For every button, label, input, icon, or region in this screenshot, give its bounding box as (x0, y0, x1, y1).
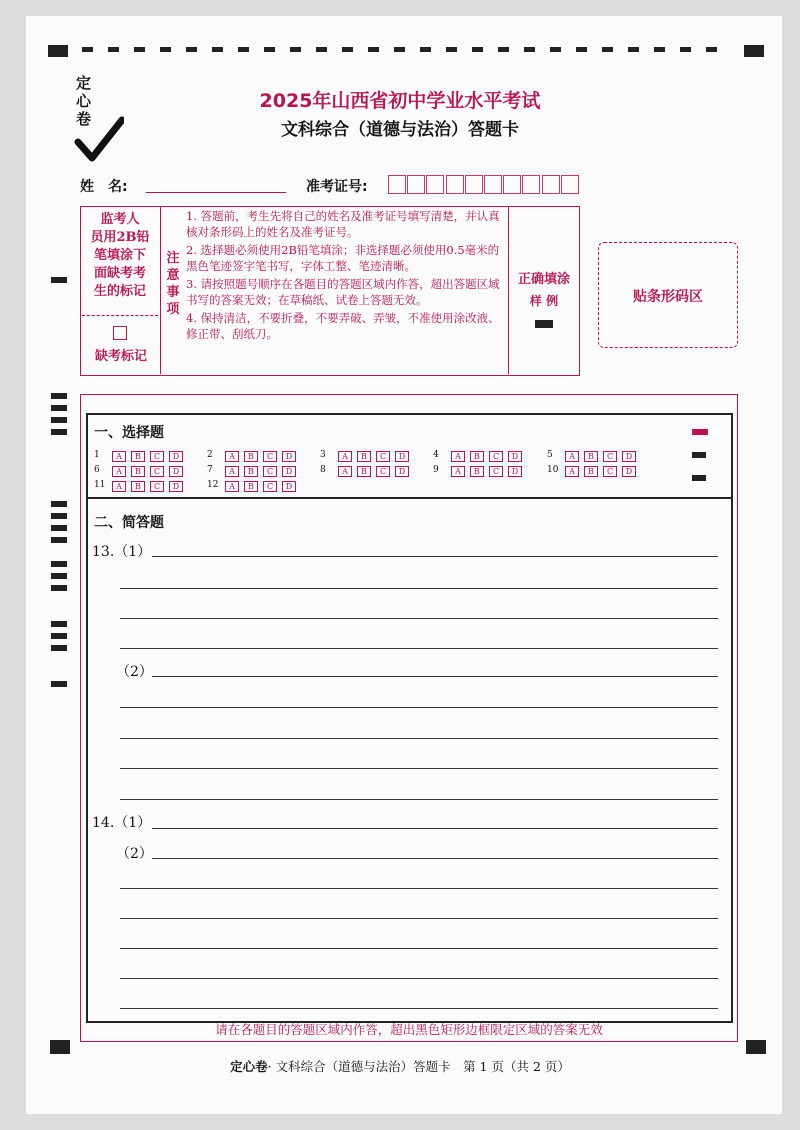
footer-caption: · 文科综合（道德与法治）答题卡 第 1 页（共 2 页） (267, 1059, 570, 1074)
timing-mark (51, 501, 67, 507)
timing-dash (498, 47, 509, 52)
absent-checkbox[interactable] (113, 326, 127, 340)
timing-dash (134, 47, 145, 52)
choice-bubble-c[interactable]: C (263, 481, 277, 492)
notice-list (186, 208, 504, 342)
choice-bubble-c[interactable]: C (150, 481, 164, 492)
answer-line[interactable] (120, 918, 718, 919)
choice-bubble-d[interactable]: D (508, 451, 522, 462)
absent-label: 缺考标记 (94, 349, 147, 364)
name-field[interactable] (146, 192, 286, 193)
choice-bubble-a[interactable]: A (112, 451, 126, 462)
choice-bubble-d[interactable]: D (622, 466, 636, 477)
timing-mark (51, 621, 67, 627)
question-14-2-label: （2） (116, 846, 153, 862)
choice-bubble-d[interactable]: D (508, 466, 522, 477)
footer (0, 1057, 800, 1075)
timing-mark (51, 537, 67, 543)
choice-bubble-a[interactable]: A (225, 466, 239, 477)
choice-bubble-b[interactable]: B (244, 451, 258, 462)
example-label: 样 例 (529, 294, 559, 308)
choice-bubble-b[interactable]: B (131, 466, 145, 477)
timing-mark (51, 405, 67, 411)
choice-bubble-d[interactable]: D (169, 481, 183, 492)
proctor-divider (82, 315, 158, 316)
choice-question-number: 5 (547, 450, 553, 460)
answer-line[interactable] (120, 618, 718, 619)
timing-dash (264, 47, 275, 52)
choice-bubble-d[interactable]: D (282, 481, 296, 492)
timing-dash (108, 47, 119, 52)
choice-bubble-b[interactable]: B (131, 481, 145, 492)
choice-bubble-d[interactable]: D (395, 451, 409, 462)
barcode-label: 贴条形码区 (633, 289, 703, 305)
timing-mark (51, 573, 67, 579)
id-digit-cell[interactable] (522, 175, 540, 194)
notice-heading (162, 250, 184, 318)
choice-bubble-b[interactable]: B (357, 466, 371, 477)
timing-mark (51, 417, 67, 423)
choice-question-number: 3 (320, 450, 326, 460)
proctor-note (82, 211, 158, 301)
timing-dash (368, 47, 379, 52)
id-digit-cell[interactable] (542, 175, 560, 194)
question-14-label: 14.（1） (92, 815, 152, 831)
timing-mark (51, 681, 67, 687)
id-digit-cell[interactable] (561, 175, 579, 194)
choice-bubble-b[interactable]: B (244, 466, 258, 477)
id-digit-cell[interactable] (465, 175, 483, 194)
choice-bubble-a[interactable]: A (225, 481, 239, 492)
answer-line[interactable] (152, 828, 718, 829)
choice-bubble-a[interactable]: A (451, 466, 465, 477)
choice-bubble-c[interactable]: C (489, 466, 503, 477)
choice-bubble-b[interactable]: B (131, 451, 145, 462)
timing-mark (51, 393, 67, 399)
id-digit-cell[interactable] (446, 175, 464, 194)
id-digit-cell[interactable] (484, 175, 502, 194)
timing-dash (212, 47, 223, 52)
answer-line[interactable] (152, 676, 718, 677)
choice-bubble-c[interactable]: C (376, 451, 390, 462)
answer-line[interactable] (120, 588, 718, 589)
timing-mark (51, 645, 67, 651)
choice-bubble-a[interactable]: A (451, 451, 465, 462)
proctor-note-line: 监考人 (100, 212, 140, 227)
fill-example-mark (535, 320, 553, 328)
answer-frame-inner (86, 413, 733, 1023)
answer-line[interactable] (120, 978, 718, 979)
id-digit-cell[interactable] (407, 175, 425, 194)
corner-mark-top-left (48, 45, 68, 57)
answer-line[interactable] (120, 707, 718, 708)
proctor-note-line: 生的标记 (93, 284, 146, 299)
section-divider (86, 497, 731, 499)
choice-question-number: 6 (94, 465, 100, 475)
choice-bubble-a[interactable]: A (565, 466, 579, 477)
choice-bubble-b[interactable]: B (470, 451, 484, 462)
notice-item: 4. 保持清洁，不要折叠，不要弄破、弄皱，不准使用涂改液、修正带、刮纸刀。 (186, 311, 500, 341)
choice-bubble-d[interactable]: D (622, 451, 636, 462)
timing-dash (576, 47, 587, 52)
choice-question-number: 10 (547, 465, 559, 475)
timing-dash (472, 47, 483, 52)
timing-mark (51, 277, 67, 283)
timing-dash (628, 47, 639, 52)
timing-dash (316, 47, 327, 52)
timing-mark (51, 525, 67, 531)
boundary-warning: 请在各题目的答题区域内作答，超出黑色矩形边框限定区域的答案无效 (215, 1022, 603, 1037)
choice-bubble-a[interactable]: A (112, 466, 126, 477)
choice-bubble-c[interactable]: C (603, 451, 617, 462)
choice-bubble-c[interactable]: C (263, 466, 277, 477)
logo-char: 心 (76, 92, 92, 110)
section-mark (692, 475, 706, 481)
timing-mark (51, 561, 67, 567)
choice-question-number: 8 (320, 465, 326, 475)
timing-dash (290, 47, 301, 52)
choice-bubble-c[interactable]: C (263, 451, 277, 462)
question-13-label: 13.（1） (92, 544, 152, 560)
timing-dash (342, 47, 353, 52)
exam-title: 2025年山西省初中学业水平考试 (259, 90, 541, 112)
footer-brand: 定心卷 (230, 1059, 268, 1074)
notice-item: 2. 选择题必须使用2B铅笔填涂；非选择题必须使用0.5毫米的黑色笔迹签字笔书写，字体工整、笔迹清晰。 (186, 243, 500, 273)
choice-bubble-a[interactable]: A (565, 451, 579, 462)
name-label: 姓 名: (80, 179, 128, 195)
notice-heading-char: 项 (166, 302, 180, 317)
id-digit-cell[interactable] (388, 175, 406, 194)
id-label: 准考证号: (306, 179, 368, 195)
corner-mark-bottom-right (746, 1040, 766, 1054)
choice-question-number: 9 (433, 465, 439, 475)
timing-mark (51, 585, 67, 591)
id-digit-cell[interactable] (503, 175, 521, 194)
answer-line[interactable] (120, 948, 718, 949)
timing-dash (160, 47, 171, 52)
timing-dash (446, 47, 457, 52)
timing-mark (51, 633, 67, 639)
answer-line[interactable] (152, 556, 718, 557)
section-mark (692, 452, 706, 458)
timing-dash (82, 47, 93, 52)
logo-char: 卷 (76, 110, 92, 128)
notice-item: 1. 答题前，考生先将自己的姓名及准考证号填写清楚，并认真核对条形码上的姓名及准考证号。 (186, 209, 500, 239)
proctor-note-line: 笔填涂下 (93, 248, 146, 263)
section2-title: 二、简答题 (94, 515, 164, 531)
choice-bubble-a[interactable]: A (112, 481, 126, 492)
choice-bubble-d[interactable]: D (169, 451, 183, 462)
choice-bubble-c[interactable]: C (150, 451, 164, 462)
choice-bubble-b[interactable]: B (584, 451, 598, 462)
correct-fill-label: 正确填涂 (517, 272, 570, 287)
answer-line[interactable] (152, 858, 718, 859)
notice-heading-char: 意 (166, 268, 180, 283)
choice-bubble-d[interactable]: D (282, 451, 296, 462)
answer-line[interactable] (120, 799, 718, 800)
id-digit-cell[interactable] (426, 175, 444, 194)
timing-dash (602, 47, 613, 52)
answer-line[interactable] (120, 768, 718, 769)
choice-bubble-b[interactable]: B (244, 481, 258, 492)
choice-bubble-b[interactable]: B (357, 451, 371, 462)
choice-bubble-b[interactable]: B (470, 466, 484, 477)
choice-bubble-a[interactable]: A (225, 451, 239, 462)
answer-line[interactable] (120, 1008, 718, 1009)
choice-bubble-c[interactable]: C (376, 466, 390, 477)
answer-line[interactable] (120, 738, 718, 739)
notice-heading-char: 事 (166, 285, 180, 300)
timing-mark (51, 429, 67, 435)
card-title: 文科综合（道德与法治）答题卡 (281, 120, 519, 140)
choice-bubble-c[interactable]: C (150, 466, 164, 477)
question-13-2-label: （2） (116, 664, 153, 680)
choice-bubble-d[interactable]: D (395, 466, 409, 477)
section1-title: 一、选择题 (94, 425, 164, 441)
timing-dash (394, 47, 405, 52)
timing-dash (550, 47, 561, 52)
proctor-note-line: 面缺考考 (93, 266, 146, 281)
answer-line[interactable] (120, 888, 718, 889)
notice-item: 3. 请按照题号顺序在各题目的答题区域内作答，超出答题区域书写的答案无效；在草稿纸、试卷上答题无效。 (186, 277, 500, 307)
answer-line[interactable] (120, 648, 718, 649)
timing-dash (524, 47, 535, 52)
timing-dash (706, 47, 717, 52)
timing-dash (186, 47, 197, 52)
timing-mark (51, 513, 67, 519)
choice-bubble-c[interactable]: C (489, 451, 503, 462)
choice-question-number: 2 (207, 450, 213, 460)
proctor-note-line: 员用2B铅 (90, 230, 150, 245)
timing-dash (238, 47, 249, 52)
corner-mark-bottom-left (50, 1040, 70, 1054)
corner-mark-top-right (744, 45, 764, 57)
choice-bubble-c[interactable]: C (603, 466, 617, 477)
instructions-divider (160, 206, 161, 374)
notice-heading-char: 注 (166, 251, 180, 266)
timing-dash (420, 47, 431, 52)
choice-bubble-d[interactable]: D (282, 466, 296, 477)
choice-question-number: 12 (207, 480, 219, 490)
logo-char: 定 (76, 74, 92, 92)
instructions-divider (508, 206, 509, 374)
choice-question-number: 1 (94, 450, 100, 460)
section-mark (692, 429, 708, 435)
choice-question-number: 7 (207, 465, 213, 475)
choice-bubble-b[interactable]: B (584, 466, 598, 477)
choice-bubble-d[interactable]: D (169, 466, 183, 477)
timing-dash (680, 47, 691, 52)
choice-question-number: 4 (433, 450, 439, 460)
choice-bubble-a[interactable]: A (338, 466, 352, 477)
choice-question-number: 11 (94, 480, 106, 490)
choice-bubble-a[interactable]: A (338, 451, 352, 462)
timing-dash (654, 47, 665, 52)
